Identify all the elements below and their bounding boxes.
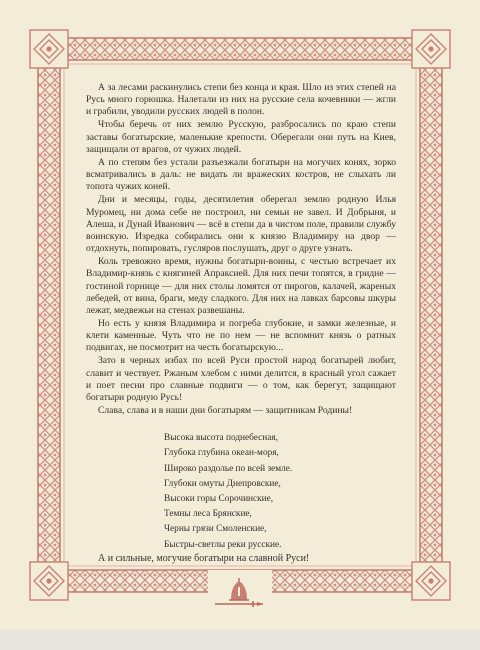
poem-line: Глубока глубина океан-моря, [164, 448, 279, 459]
poem-line: Высоки горы Сорочинские, [164, 494, 274, 505]
paragraph: Зато в черных избах по всей Руси простой народ богатырей любит, славит и чествует. Ржаным хлебом с ними делится, в красный угол сажает и поет песни про славные подвиги — о том, как берегут, защищают богатыри родную Русь! [86, 355, 396, 403]
poem-line: Глубоки омуты Днепровские, [164, 478, 281, 489]
poem [164, 431, 396, 553]
paragraph: Слава, слава и в наши дни богатырям — защитникам Родины! [98, 405, 353, 417]
paragraph: А за лесами раскинулись степи без конца и края. Шло из этих степей на Русь много горюшка. Налетали из них на русские села кочевники — жгли и грабили, уводили русских людей в полон. [86, 82, 396, 118]
paragraph: А по степям без устали разъезжали богатыри на могучих конях, зорко всматривались в даль: не видать ли вражеских костров, не слыхать ли топота чужих коней. [86, 156, 396, 193]
poem-line: Высока высота поднебесная, [164, 433, 278, 444]
final-line: А и сильные, могучие богатыри на славной Руси! [98, 552, 310, 564]
poem-line: Темны леса Брянские, [164, 509, 252, 520]
knight-helmet-sword-icon [213, 578, 265, 608]
paragraph: Чтобы беречь от них землю Русскую, разбросались по краю степи заставы богатырские, маленькие крепости. Оберегали они путь на Киев, защищали от врагов, от чужих людей. [86, 119, 396, 155]
poem-line: Черны грязи Смоленские, [164, 524, 267, 535]
paragraph: Дни и месяцы, годы, десятилетия оберегал землю родную Илья Муромец, ни дома себе не построил, ни семьи не завел. И Добрыня, и Алеша, и Дунай Иванович — всё в степи да в чистом поле, правили службу воинскую. Изредка собирались они к князю Владимиру на двор — отдохнуть, попировать, гусляров послушать, друг о друге узнать. [86, 194, 396, 255]
story-text [86, 82, 396, 565]
poem-line: Быстры-светлы реки русские. [164, 539, 282, 550]
poem-line: Широко раздолье по всей земле. [164, 463, 293, 474]
paragraph: Коль тревожно время, нужны богатыри-воины, с честью встречает их Владимир-князь с княгиней Апраксией. Для них печи топятся, в гридне — гостиной горнице — для них столы ломятся от пирогов, калачей, жареных лебедей, от вина, браги, меду сладкого. Для них на лавках барсовы шкуры лежат, медвежьи на стенах развешаны. [86, 256, 396, 316]
paragraph: Но есть у князя Владимира и погреба глубокие, и замки железные, и клети каменные. Чуть что не по нем — не вспомнит князь о ратных подвигах, не посмотрит на честь богатырскую... [86, 317, 396, 354]
bottom-strip [0, 630, 480, 650]
